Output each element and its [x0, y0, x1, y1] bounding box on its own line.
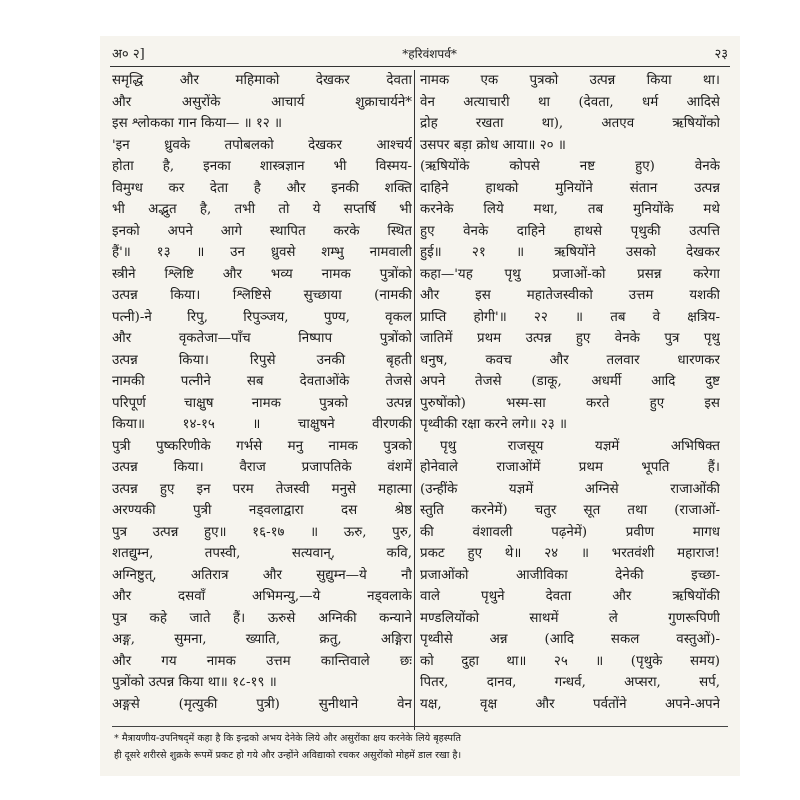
text-line: उसपर बड़ा क्रोध आया॥ २० ॥	[420, 137, 566, 153]
text-line: प्राप्ति होगी'॥ २२ ॥ तब वे क्षत्रिय-	[420, 309, 720, 325]
text-line: अपने तेजसे (डाकू, अधर्मी आदि दुष्ट	[420, 374, 720, 389]
text-line: नामकी पत्नीने सब देवताओंके तेजसे	[112, 374, 412, 389]
text-line: प्रकट हुए थे॥ २४ ॥ भरतवंशी महाराज!	[420, 546, 720, 561]
text-line: * मैत्रायणीय-उपनिषद्‌में कहा है कि इन्द्रको अभय देनेके लिये और असुरोंका क्षय करनेके लिये बृहस्पति	[114, 733, 461, 744]
text-line: (उन्हींके यज्ञमें अग्निसे राजाओंकी	[420, 481, 720, 497]
text-line: की वंशावली पढ़नेमें) प्रवीण मागध	[420, 524, 720, 540]
text-line: हुई॥ २१ ॥ ऋषियोंने उसको देखकर	[420, 245, 720, 260]
text-line: करनेके लिये मथा, तब मुनियोंके मथे	[420, 202, 720, 217]
text-line: उत्पन्न किया। वैराज प्रजापतिके वंशमें	[112, 460, 412, 475]
text-line: परिपूर्ण चाक्षुष नामक पुत्रको उत्पन्न	[112, 395, 412, 411]
page-number: २३	[714, 47, 728, 62]
text-line: पत्नी)-ने रिपु, रिपुञ्जय, पुण्य, वृकल	[112, 309, 412, 325]
text-line: होनेवाले राजाओंमें प्रथम भूपति हैं।	[420, 460, 720, 475]
text-line: 'इन ध्रुवके तपोबलको देखकर आश्चर्य	[112, 137, 412, 153]
text-line: पुत्र कहे जाते हैं। ऊरुसे अग्निकी कन्याने	[112, 610, 412, 626]
text-line: इस श्लोकका गान किया— ॥ १२ ॥	[112, 116, 283, 131]
text-line: (ऋषियोंके कोपसे नष्ट हुए) वेनके	[420, 159, 720, 174]
text-line: और गय नामक उत्तम कान्तिवाले छः	[112, 653, 412, 669]
text-line: पुत्री पुष्करिणीके गर्भसे मनु नामक पुत्रको	[112, 438, 412, 454]
text-line: और इस महातेजस्वीको उत्तम यशकी	[420, 288, 720, 303]
text-line: स्त्रीने श्लिष्टि और भव्य नामक पुत्रोंको	[112, 266, 412, 282]
text-line: ही दूसरे शरीरसे शुक्रके रूपमें प्रकट हो गये और उन्होंने अविद्याको रचकर असुरोंको मोहमें डाल रखा है।	[114, 750, 462, 761]
text-line: दाहिने हाथको मुनियोंने संतान उत्पन्न	[420, 180, 720, 196]
text-line: वाले पृथुने देवता और ऋषियोंकी	[420, 589, 720, 604]
text-line: पृथ्वीसे अन्न (आदि सकल वस्तुओं)-	[420, 632, 720, 647]
running-title: *हरिवंशपर्व*	[402, 46, 457, 61]
text-line: अङ्ग, सुमना, ख्याति, क्रतु, अङ्गिरा	[112, 632, 412, 647]
text-line: धनुष, कवच और तलवार धारणकर	[420, 352, 720, 368]
text-line: अङ्गसे (मृत्युकी पुत्री) सुनीथाने वेन	[112, 696, 412, 712]
text-line: अग्निष्टुत्, अतिरात्र और सुद्युम्न—ये नौ	[112, 567, 412, 583]
text-line: जातिमें प्रथम उत्पन्न हुए वेनके पुत्र पृथु	[420, 331, 720, 346]
text-line: नामक एक पुत्रको उत्पन्न किया था।	[420, 73, 720, 88]
text-line: वेन अत्याचारी था (देवता, धर्म आदिसे	[420, 94, 720, 110]
text-line: हैं'॥ १३ ॥ उन ध्रुवसे शम्भु नामवाली	[112, 245, 412, 260]
text-line: किया॥ १४-१५ ॥ चाक्षुषने वीरणकी	[112, 417, 412, 432]
footnote	[114, 730, 726, 764]
text-line: उत्पन्न किया। रिपुसे उनकी बृहती	[112, 352, 412, 368]
text-line: और वृकतेजा—पाँच निष्पाप पुत्रोंको	[112, 331, 412, 346]
page-header	[112, 42, 728, 64]
text-line: द्रोह रखता था), अतएव ऋषियोंको	[420, 116, 720, 131]
text-line: हुए वेनके दाहिने हाथसे पृथुकी उत्पत्ति	[420, 223, 720, 239]
text-line: पृथु राजसूय यज्ञमें अभिषिक्त	[440, 438, 720, 454]
text-line: मण्डलियोंको साथमें ले गुणरूपिणी	[420, 610, 720, 626]
text-line: शतद्युम्न, तपस्वी, सत्यवान्, कवि,	[112, 546, 412, 561]
text-line: पितर, दानव, गन्धर्व, अप्सरा, सर्प,	[420, 675, 720, 690]
column-divider	[414, 70, 415, 730]
right-column	[420, 70, 720, 715]
text-line: भी अद्भुत है, तभी तो ये सप्तर्षि भी	[112, 202, 412, 217]
text-line: विमुग्ध कर देता है और इनकी शक्ति	[112, 180, 412, 196]
text-line: पृथ्वीकी रक्षा करने लगे॥ २३ ॥	[420, 417, 568, 432]
text-line: और असुरोंके आचार्य शुक्राचार्यने*	[112, 94, 412, 110]
left-column	[112, 70, 412, 715]
text-line: इनको अपने आगे स्थापित करके स्थित	[112, 223, 412, 239]
text-line: यक्ष, वृक्ष और पर्वतोंने अपने-अपने	[420, 696, 720, 712]
text-line: कहा—'यह पृथु प्रजाओं-को प्रसन्न करेगा	[420, 266, 720, 282]
text-line: को दुहा था॥ २५ ॥ (पृथुके समय)	[420, 653, 720, 669]
text-line: पुरुषोंको) भस्म-सा करते हुए इस	[420, 395, 720, 411]
header-rule	[110, 66, 730, 67]
text-line: अरण्यकी पुत्री नड्वलाद्वारा दस श्रेष्ठ	[112, 503, 412, 518]
text-line: उत्पन्न हुए इन परम तेजस्वी मनुसे महात्मा	[112, 481, 412, 497]
text-line: उत्पन्न किया। श्लिष्टिसे सुच्छाया (नामकी	[112, 288, 412, 303]
text-line: और दसवाँ अभिमन्यु,—ये नड्वलाके	[112, 589, 412, 604]
text-line: स्तुति करनेमें) चतुर सूत तथा (राजाओं-	[420, 503, 720, 518]
text-columns	[112, 70, 728, 730]
text-line: समृद्धि और महिमाको देखकर देवता	[112, 73, 412, 88]
text-line: पुत्र उत्पन्न हुए॥ १६-१७ ॥ ऊरु, पुरु,	[112, 524, 412, 540]
book-page	[100, 36, 740, 776]
text-line: पुत्रोंको उत्पन्न किया था॥ १८-१९ ॥	[112, 675, 277, 690]
text-line: प्रजाओंको आजीविका देनेकी इच्छा-	[420, 567, 720, 583]
chapter-marker: अ० २]	[112, 47, 145, 62]
footnote-rule	[112, 726, 728, 727]
text-line: होता है, इनका शास्त्रज्ञान भी विस्मय-	[112, 159, 412, 174]
